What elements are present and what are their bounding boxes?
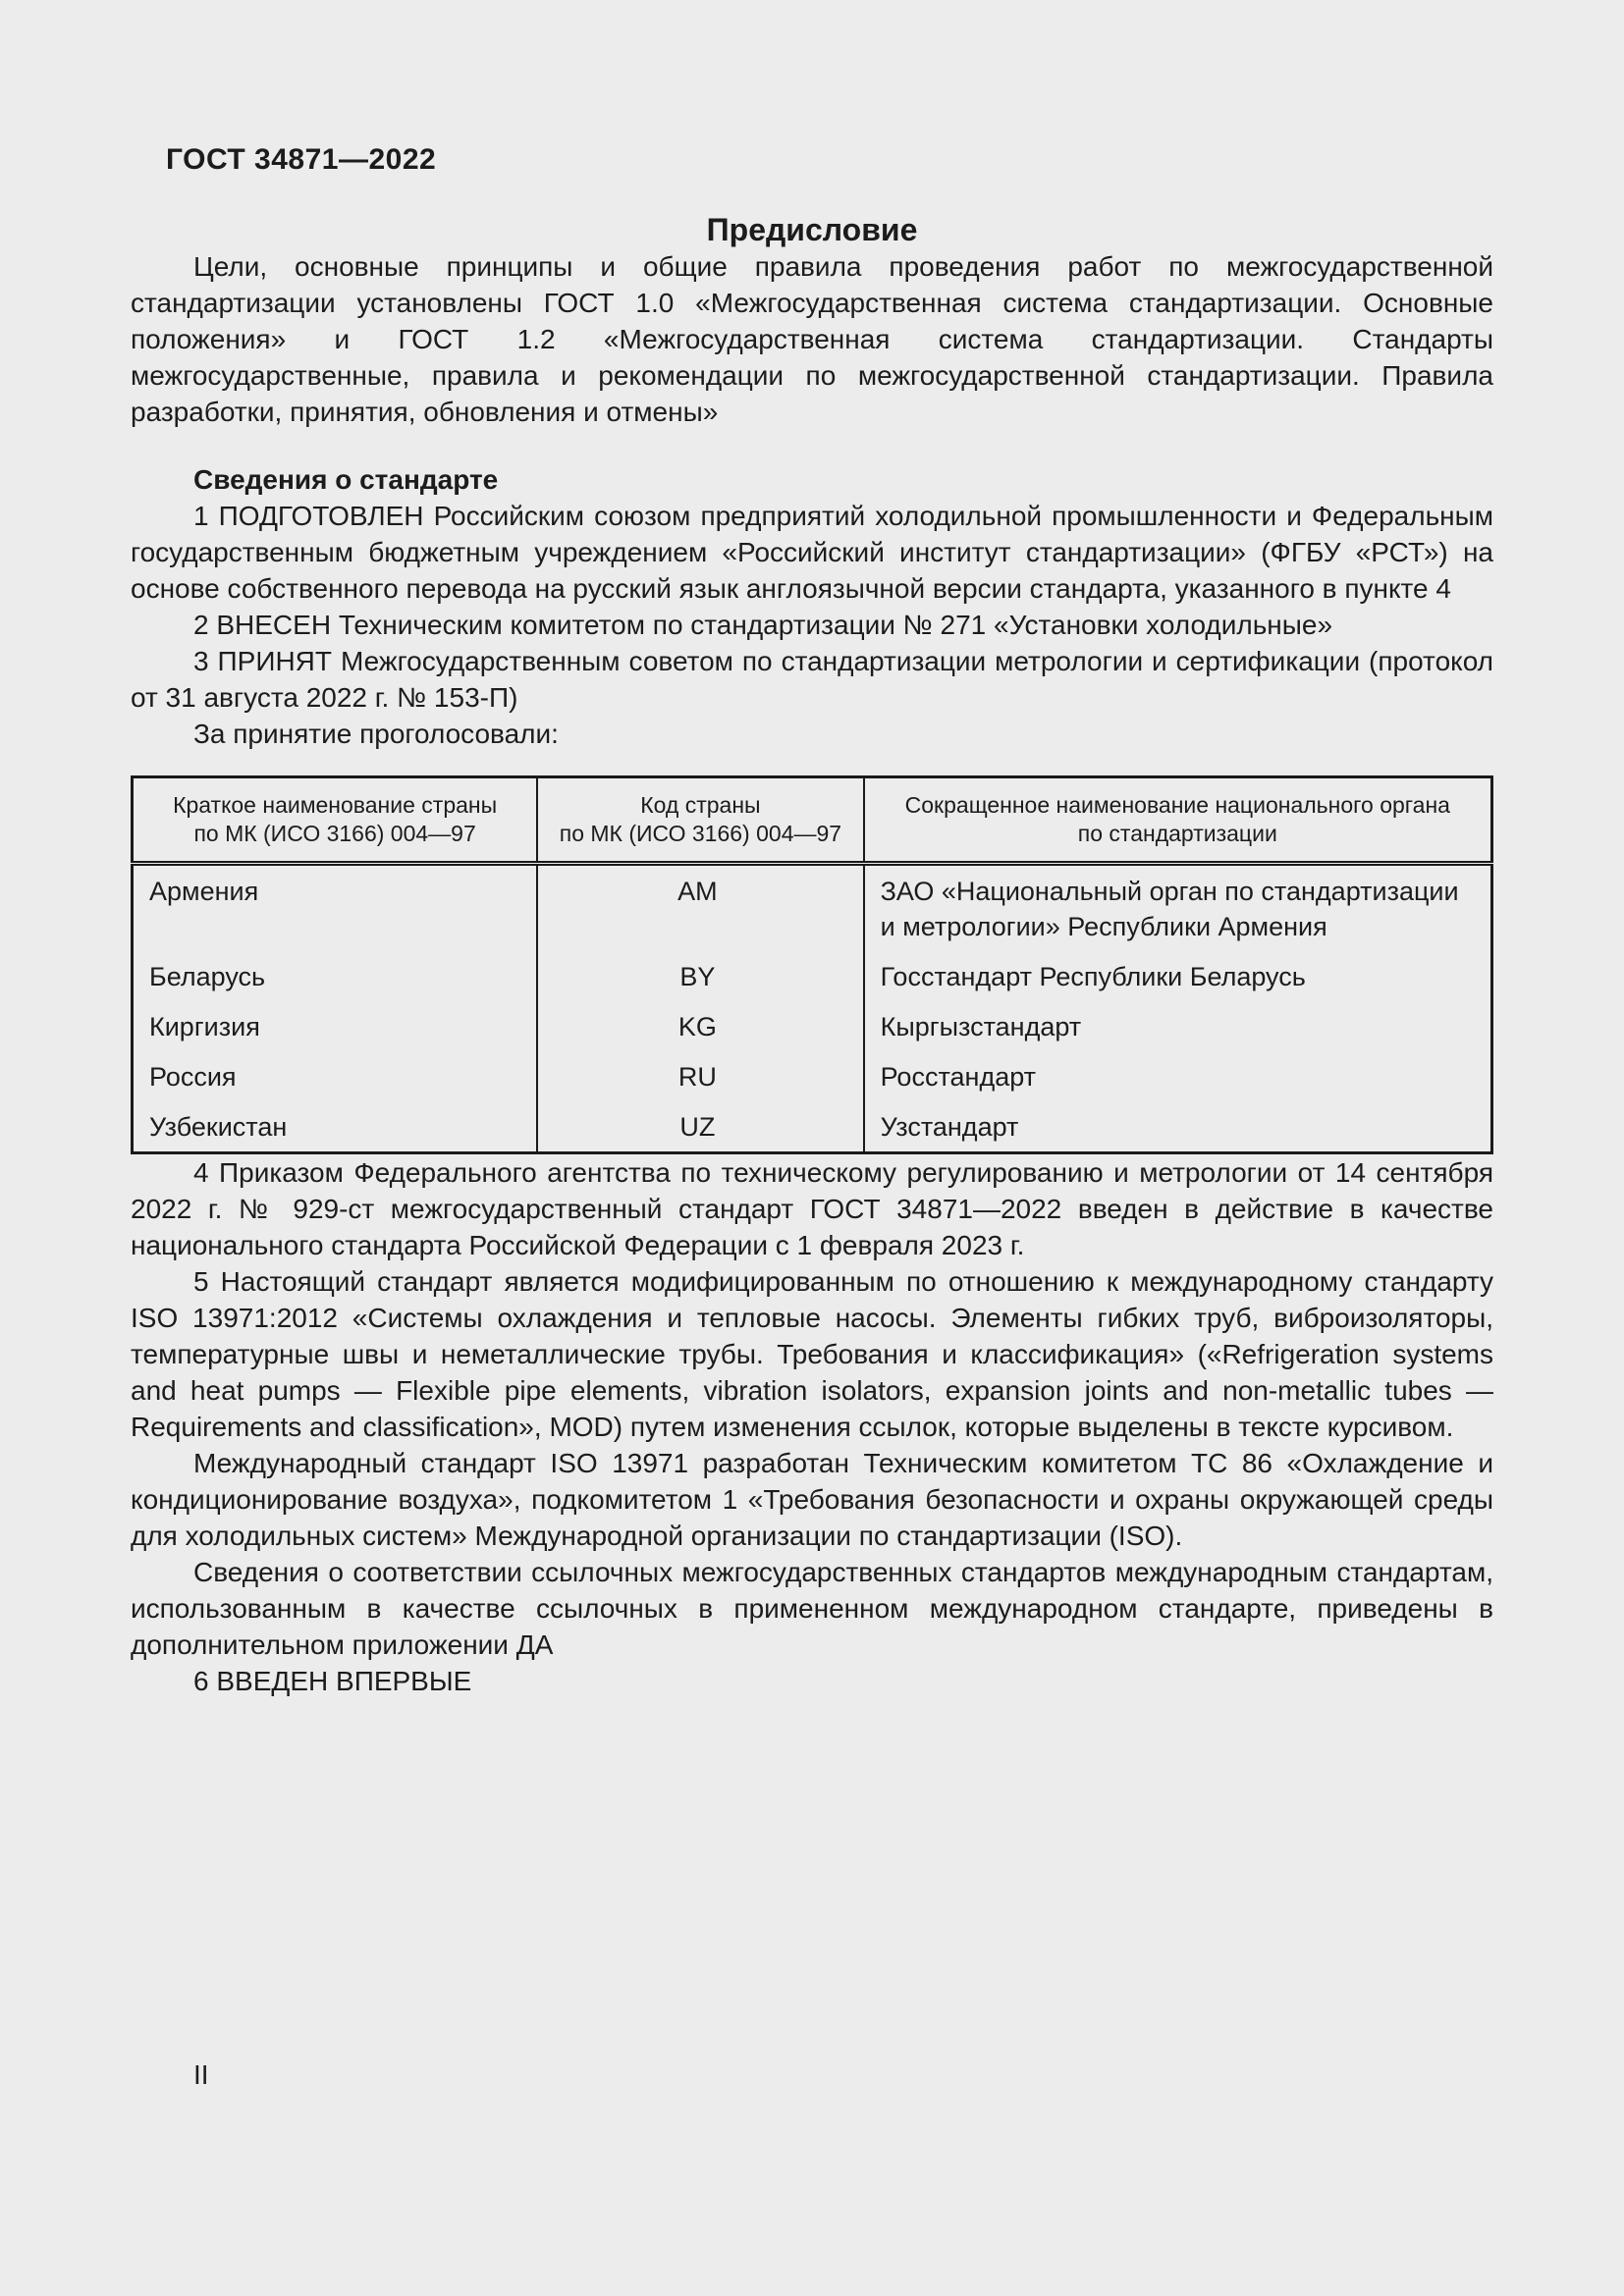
cell-code: KG [537,1001,863,1051]
column-header-line: по МК (ИСО 3166) 004—97 [559,821,842,846]
table-row [133,1051,1492,1101]
item-modified: 5 Настоящий стандарт является модифицированным по отношению к международному стандарту ISO 13971:2012 «Системы охлаждения и тепловые насосы. Элементы гибких труб, виброизоляторы, температурные швы и неметаллические трубы. Требования и классификация» («Refrigeration systems and heat pumps — Flexible pipe elements, vibration isolators, expansion joints and non-metallic tubes — Requirements and classification», MOD) путем изменения ссылок, которые выделены в тексте курсивом. [131,1266,1493,1442]
cell-org: Узстандарт [864,1101,1492,1153]
cell-org: Кыргызстандарт [864,1001,1492,1051]
column-header-line: по стандартизации [1077,821,1277,846]
table-row [133,1101,1492,1153]
item-prepared: 1 ПОДГОТОВЛЕН Российским союзом предприятий холодильной промышленности и Федеральным государственным бюджетным учреждением «Российский институт стандартизации» (ФГБУ «РСТ») на основе собственного перевода на русский язык англоязычной версии стандарта, указанного в пункте 4 [131,501,1493,604]
column-header-country [133,777,538,864]
vote-intro: За принятие проголосовали: [193,719,559,749]
table-row [133,951,1492,1001]
cell-country: Узбекистан [133,1101,538,1153]
item-submitted: 2 ВНЕСЕН Техническим комитетом по стандартизации № 271 «Установки холодильные» [193,610,1333,640]
cell-code: BY [537,951,863,1001]
cell-country: Киргизия [133,1001,538,1051]
item-accepted: 3 ПРИНЯТ Межгосударственным советом по стандартизации метрологии и сертификации (протокол от 31 августа 2022 г. № 153-П) [131,646,1493,713]
intro-paragraph: Цели, основные принципы и общие правила проведения работ по межгосударственной стандартизации установлены ГОСТ 1.0 «Межгосударственная система стандартизации. Основные положения» и ГОСТ 1.2 «Межгосударственная система стандартизации. Стандарты межгосударственные, правила и рекомендации по межгосударственной стандартизации. Правила разработки, принятия, обновления и отмены» [131,251,1493,427]
table-row [133,1001,1492,1051]
cell-code: UZ [537,1101,863,1153]
paragraph-iso-committee: Международный стандарт ISO 13971 разработан Техническим комитетом ТС 86 «Охлаждение и кондиционирование воздуха», подкомитетом 1 «Требования безопасности и охраны окружающей среды для холодильных систем» Международной организации по стандартизации (ISO). [131,1448,1493,1551]
vote-table [131,775,1493,1154]
column-header-org [864,777,1492,864]
cell-code: RU [537,1051,863,1101]
cell-org: Росстандарт [864,1051,1492,1101]
cell-org: ЗАО «Национальный орган по стандартизации и метрологии» Республики Армения [864,864,1492,952]
page-number: II [193,2059,209,2090]
cell-country: Беларусь [133,951,538,1001]
vote-table-header-row [133,777,1492,864]
item-order: 4 Приказом Федерального агентства по техническому регулированию и метрологии от 14 сентября 2022 г. № 929-ст межгосударственный стандарт ГОСТ 34871—2022 введен в действие в качестве национального стандарта Российской Федерации с 1 февраля 2023 г. [131,1157,1493,1260]
column-header-code [537,777,863,864]
cell-country: Армения [133,864,538,952]
column-header-line: Сокращенное наименование национального органа [904,792,1450,818]
item-introduced: 6 ВВЕДЕН ВПЕРВЫЕ [193,1666,472,1696]
cell-org: Госстандарт Республики Беларусь [864,951,1492,1001]
table-row [133,864,1492,952]
column-header-line: Код страны [640,792,761,818]
standard-info-heading: Сведения о стандарте [193,464,499,495]
column-header-line: Краткое наименование страны [173,792,498,818]
page-title: Предисловие [706,212,918,247]
doc-number: ГОСТ 34871—2022 [166,143,437,176]
cell-country: Россия [133,1051,538,1101]
paragraph-reference-info: Сведения о соответствии ссылочных межгосударственных стандартов международным стандартам, использованным в качестве ссылочных в примененном международном стандарте, приведены в дополнительном приложении ДА [131,1557,1493,1660]
column-header-line: по МК (ИСО 3166) 004—97 [193,821,476,846]
cell-code: AM [537,864,863,952]
